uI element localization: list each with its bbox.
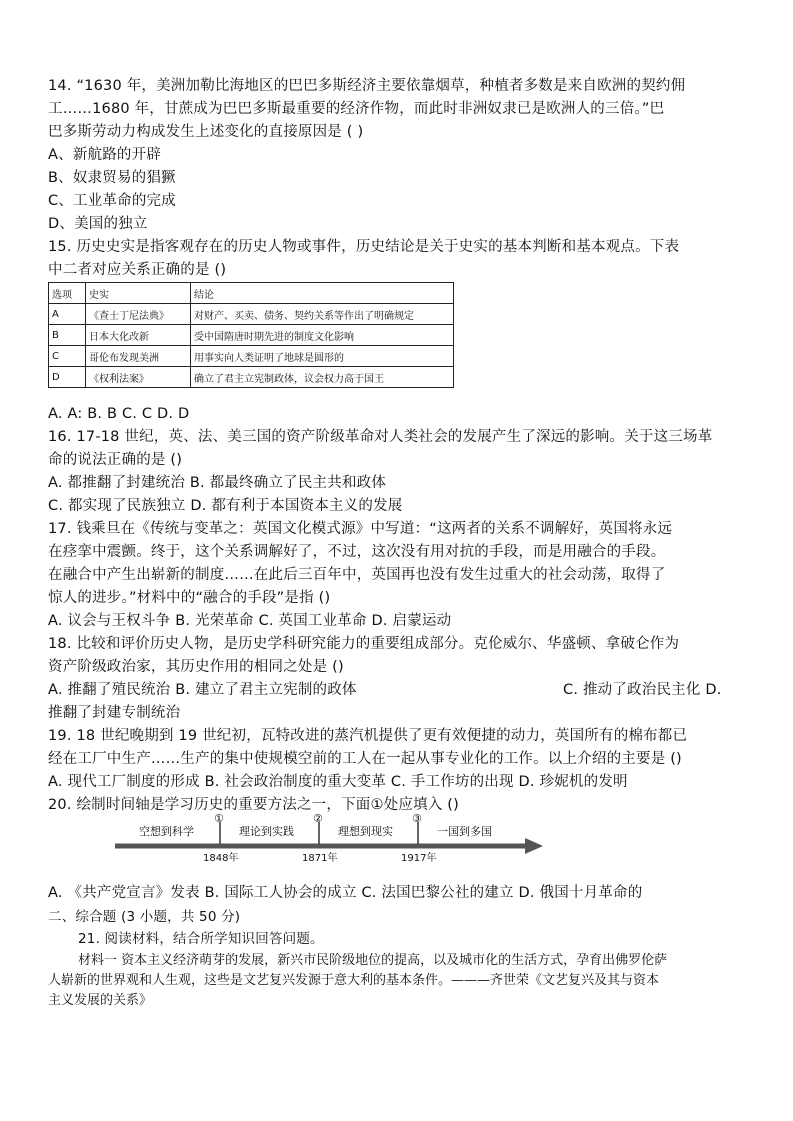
table-row: [49, 367, 454, 388]
timeline-marker: ③: [412, 812, 422, 825]
q18-options-ab: A. 推翻了殖民统治 B. 建立了君主立宪制的政体: [48, 682, 357, 698]
q14-option-a: A、新航路的开辟: [48, 147, 162, 163]
q20-options: A. 《共产党宣言》发表 B. 国际工人协会的成立 C. 法国巴黎公社的建立 D. 俄国十月革命的: [48, 885, 643, 901]
table-cell: 日本大化改新: [86, 325, 191, 346]
q15-answers: A. A: B. B C. C D. D: [48, 406, 190, 422]
q18-options-cd: C. 推动了政治民主化 D.: [563, 682, 722, 698]
timeline-year: 1871年: [302, 853, 338, 864]
table-cell: 哥伦布发现美洲: [86, 346, 191, 367]
table-cell: 《查士丁尼法典》: [86, 304, 191, 325]
material1-line3: 主义发展的关系》: [48, 993, 153, 1008]
table-header: 史实: [86, 283, 191, 304]
q16-line1: 16. 17-18 世纪，英、法、美三国的资产阶级革命对人类社会的发展产生了深远的影响。关于这三场革: [48, 429, 713, 445]
table-cell: D: [49, 367, 86, 388]
q20-line1: 20. 绘制时间轴是学习历史的重要方法之一，下面①处应填入 (): [48, 797, 459, 813]
timeline-segment-label: 理论到实践: [239, 825, 294, 838]
q15-line2: 中二者对应关系正确的是 (): [48, 262, 227, 278]
q19-line2: 经在工厂中生产……生产的集中使规模空前的工人在一起从事专业化的工作。以上介绍的主要是 (): [48, 751, 682, 767]
table-cell: 用事实向人类证明了地球是圆形的: [191, 346, 454, 367]
q14-option-c: C、工业革命的完成: [48, 193, 176, 209]
q19-options: A. 现代工厂制度的形成 B. 社会政治制度的重大变革 C. 手工作坊的出现 D. 珍妮机的发明: [48, 774, 628, 790]
timeline-segment-label: 理想到现实: [338, 825, 393, 838]
q14-line2: 工……1680 年，甘蔗成为巴巴多斯最重要的经济作物，而此时非洲奴隶已是欧洲人的三倍。”巴: [48, 101, 665, 117]
q14-line3: 巴多斯劳动力构成发生上述变化的直接原因是 ( ): [48, 124, 364, 140]
q16-options-ab: A. 都推翻了封建统治 B. 都最终确立了民主共和政体: [48, 475, 387, 491]
table-cell: 确立了君主立宪制政体，议会权力高于国王: [191, 367, 454, 388]
timeline-year: 1917年: [401, 853, 437, 864]
table-cell: 《权利法案》: [86, 367, 191, 388]
q17-line4: 惊人的进步。”材料中的“融合的手段”是指 (): [48, 590, 331, 606]
table-row: [49, 304, 454, 325]
q17-options: A. 议会与王权斗争 B. 光荣革命 C. 英国工业革命 D. 启蒙运动: [48, 613, 452, 629]
timeline-marker: ①: [214, 812, 224, 825]
q21-prompt: 21. 阅读材料，结合所学知识回答问题。: [78, 931, 324, 947]
timeline-segment-label: 一国到多国: [437, 825, 492, 838]
q19-line1: 19. 18 世纪晚期到 19 世纪初，瓦特改进的蒸汽机提供了更有效便捷的动力，英国所有的棉布都已: [48, 728, 688, 744]
table-header: 结论: [191, 283, 454, 304]
q17-line2: 在痉挛中震颤。终于，这个关系调解好了，不过，这次没有用对抗的手段，而是用融合的手段。: [48, 544, 666, 560]
q18-line1: 18. 比较和评价历史人物，是历史学科研究能力的重要组成部分。克伦威尔、华盛顿、拿破仑作为: [48, 636, 680, 652]
timeline-year: 1848年: [203, 853, 239, 864]
material1-line1: 材料一 资本主义经济萌芽的发展，新兴市民阶级地位的提高，以及城市化的生活方式，孕育出佛罗伦萨: [78, 953, 668, 968]
table-row: [49, 325, 454, 346]
q16-options-cd: C. 都实现了民族独立 D. 都有利于本国资本主义的发展: [48, 498, 403, 514]
section-heading: 二、综合题 (3 小题，共 50 分): [48, 909, 241, 925]
table-cell: A: [49, 304, 86, 325]
q18-line2: 资产阶级政治家，其历史作用的相同之处是 (): [48, 659, 344, 675]
q17-line1: 17. 钱乘旦在《传统与变革之：英国文化模式源》中写道：“这两者的关系不调解好，英国将永远: [48, 521, 673, 537]
timeline-arrowhead: [525, 838, 543, 854]
q20-timeline: [115, 812, 545, 864]
table-cell: C: [49, 346, 86, 367]
q14-line1: 14. “1630 年，美洲加勒比海地区的巴巴多斯经济主要依靠烟草，种植者多数是来自欧洲的契约佣: [48, 78, 686, 94]
q18-line4: 推翻了封建专制统治: [48, 705, 181, 721]
q15-line1: 15. 历史史实是指客观存在的历史人物或事件，历史结论是关于史实的基本判断和基本观点。下表: [48, 239, 680, 255]
q17-line3: 在融合中产生出崭新的制度……在此后三百年中，英国再也没有发生过重大的社会动荡，取得了: [48, 567, 666, 583]
q14-option-d: D、美国的独立: [48, 216, 148, 232]
table-cell: 受中国隋唐时期先进的制度文化影响: [191, 325, 454, 346]
timeline-segment-label: 空想到科学: [139, 825, 194, 838]
q16-line2: 命的说法正确的是 (): [48, 452, 183, 468]
material1-line2: 人崭新的世界观和人生观，这些是文艺复兴发源于意大利的基本条件。———齐世荣《文艺复兴及其与资本: [48, 973, 660, 988]
table-cell: 对财产、买卖、债务、契约关系等作出了明确规定: [191, 304, 454, 325]
q14-option-b: B、奴隶贸易的猖獗: [48, 170, 176, 186]
table-header-row: [49, 283, 454, 304]
table-header: 选项: [49, 283, 86, 304]
q15-table: [48, 282, 454, 388]
table-row: [49, 346, 454, 367]
table-cell: B: [49, 325, 86, 346]
timeline-marker: ②: [313, 812, 323, 825]
